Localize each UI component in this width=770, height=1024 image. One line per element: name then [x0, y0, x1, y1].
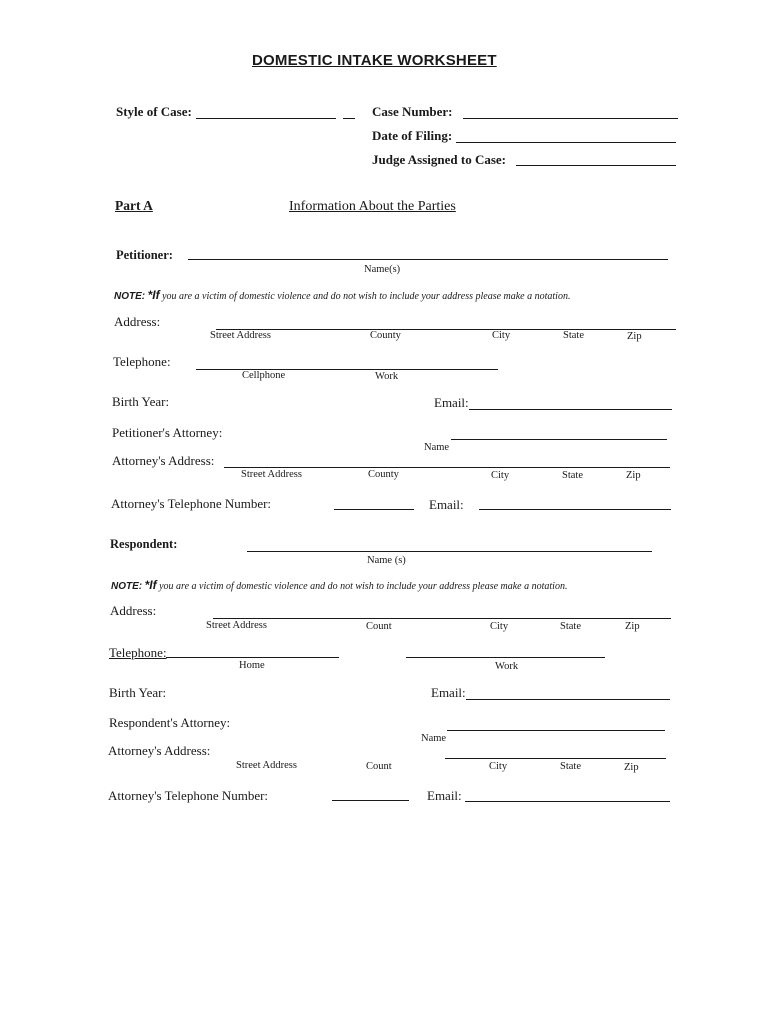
petitioner-attorney-street-caption: Street Address [241, 469, 302, 480]
petitioner-attorney-county-caption: County [368, 469, 399, 480]
petitioner-work-caption: Work [375, 371, 399, 382]
respondent-attorney-email-field[interactable] [465, 801, 670, 802]
date-of-filing-label: Date of Filing: [372, 128, 453, 143]
respondent-zip-caption: Zip [625, 621, 640, 632]
note-if: *If [144, 578, 157, 592]
petitioner-telephone-label: Telephone: [113, 354, 171, 369]
petitioner-attorney-name-field[interactable] [451, 439, 667, 440]
petitioner-name-field[interactable] [188, 259, 668, 260]
respondent-city-caption: City [490, 621, 509, 632]
petitioner-attorney-label: Petitioner's Attorney: [112, 425, 223, 440]
respondent-email-label: Email: [431, 685, 466, 700]
note-text: you are a victim of domestic violence and do not wish to include your address please make a notation. [162, 291, 571, 302]
respondent-attorney-address-field[interactable] [445, 758, 666, 759]
respondent-work-phone-field[interactable] [406, 657, 605, 658]
petitioner-note [114, 288, 570, 302]
respondent-county-caption: Count [366, 621, 392, 632]
style-of-case-field[interactable] [196, 118, 336, 119]
judge-assigned-field[interactable] [516, 165, 676, 166]
respondent-home-caption: Home [239, 660, 265, 671]
respondent-attorney-city-caption: City [489, 761, 508, 772]
petitioner-names-caption: Name(s) [364, 264, 401, 275]
respondent-attorney-email-label: Email: [427, 788, 462, 803]
petitioner-attorney-email-field[interactable] [479, 509, 671, 510]
petitioner-email-field[interactable] [469, 409, 672, 410]
petitioner-email-label: Email: [434, 395, 469, 410]
note-text: you are a victim of domestic violence and do not wish to include your address please make a notation. [159, 581, 568, 592]
petitioner-attorney-name-caption: Name [424, 442, 450, 453]
respondent-attorney-county-caption: Count [366, 761, 392, 772]
respondent-telephone-label: Telephone: [109, 645, 167, 660]
respondent-attorney-name-caption: Name [421, 733, 447, 744]
petitioner-zip-caption: Zip [627, 331, 642, 342]
respondent-attorney-phone-label: Attorney's Telephone Number: [108, 788, 269, 803]
petitioner-address-field[interactable] [216, 329, 676, 330]
respondent-email-field[interactable] [466, 699, 670, 700]
respondent-attorney-street-caption: Street Address [236, 760, 297, 771]
respondent-label: Respondent: [110, 537, 178, 551]
note-prefix: NOTE: [114, 291, 146, 302]
respondent-attorney-address-label: Attorney's Address: [108, 743, 211, 758]
respondent-home-phone-field[interactable] [166, 657, 339, 658]
respondent-work-caption: Work [495, 661, 519, 672]
petitioner-attorney-address-field[interactable] [224, 467, 670, 468]
respondent-names-caption: Name (s) [367, 555, 406, 566]
style-of-case-label: Style of Case: [116, 104, 192, 119]
style-of-case-dash [343, 118, 355, 119]
note-if: *If [147, 288, 160, 302]
petitioner-county-caption: County [370, 330, 401, 341]
petitioner-city-caption: City [492, 330, 511, 341]
respondent-attorney-label: Respondent's Attorney: [109, 715, 231, 730]
petitioner-attorney-address-label: Attorney's Address: [112, 453, 215, 468]
respondent-attorney-phone-field[interactable] [332, 800, 409, 801]
respondent-birth-year-label: Birth Year: [109, 685, 167, 700]
petitioner-attorney-phone-label: Attorney's Telephone Number: [111, 496, 272, 511]
respondent-attorney-name-field[interactable] [447, 730, 665, 731]
petitioner-attorney-phone-field[interactable] [334, 509, 414, 510]
page-title: DOMESTIC INTAKE WORKSHEET [252, 52, 497, 69]
note-prefix: NOTE: [111, 581, 143, 592]
respondent-name-field[interactable] [247, 551, 652, 552]
petitioner-street-caption: Street Address [210, 330, 271, 341]
part-a-label: Part A [115, 198, 153, 213]
respondent-note [111, 578, 567, 592]
petitioner-attorney-email-label: Email: [429, 497, 464, 512]
respondent-attorney-state-caption: State [560, 761, 581, 772]
petitioner-state-caption: State [563, 330, 584, 341]
respondent-address-field[interactable] [213, 618, 671, 619]
petitioner-label: Petitioner: [116, 248, 173, 262]
petitioner-attorney-city-caption: City [491, 470, 510, 481]
case-number-label: Case Number: [372, 104, 453, 119]
judge-assigned-label: Judge Assigned to Case: [372, 152, 506, 167]
part-a-heading: Information About the Parties [289, 199, 456, 214]
petitioner-cellphone-caption: Cellphone [242, 370, 286, 381]
petitioner-address-label: Address: [114, 314, 161, 329]
date-of-filing-field[interactable] [456, 142, 676, 143]
petitioner-attorney-zip-caption: Zip [626, 470, 641, 481]
petitioner-attorney-state-caption: State [562, 470, 583, 481]
case-number-field[interactable] [463, 118, 678, 119]
petitioner-birth-year-label: Birth Year: [112, 394, 170, 409]
respondent-address-label: Address: [110, 603, 157, 618]
respondent-street-caption: Street Address [206, 620, 267, 631]
respondent-state-caption: State [560, 621, 581, 632]
respondent-attorney-zip-caption: Zip [624, 762, 639, 773]
